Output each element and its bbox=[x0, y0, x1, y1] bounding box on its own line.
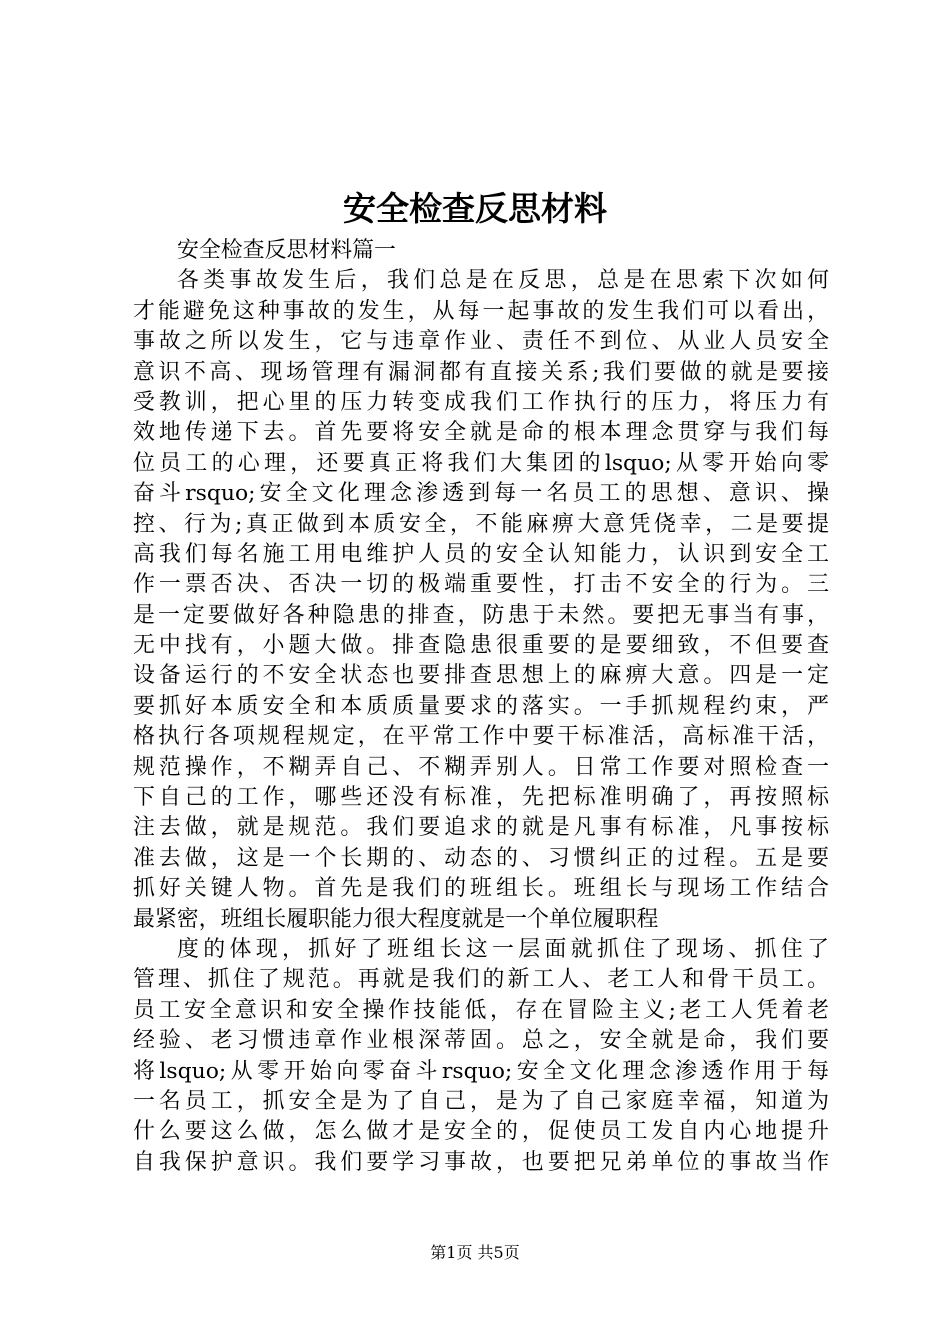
text-line: 一名员工，抓安全是为了自己，是为了自己家庭幸福，知道为 bbox=[133, 1088, 829, 1114]
text-line: 高我们每名施工用电维护人员的安全认知能力，认识到安全工 bbox=[133, 541, 829, 567]
section-heading: 安全检查反思材料篇一 bbox=[177, 238, 396, 263]
text-line: 位员工的心理，还要真正将我们大集团的lsquo;从零开始向零 bbox=[133, 450, 829, 476]
text-line: 事故之所以发生，它与违章作业、责任不到位、从业人员安全 bbox=[133, 329, 829, 355]
document-title: 安全检查反思材料 bbox=[343, 189, 607, 228]
text-line: 度的体现，抓好了班组长这一层面就抓住了现场、抓住了 bbox=[177, 936, 829, 962]
text-line: 各类事故发生后，我们总是在反思，总是在思索下次如何 bbox=[177, 268, 829, 294]
paragraph-2 bbox=[133, 935, 829, 1178]
text-line: 效地传递下去。首先要将安全就是命的根本理念贯穿与我们每 bbox=[133, 420, 829, 446]
paragraph-1 bbox=[133, 266, 829, 935]
text-line: 将lsquo;从零开始向零奋斗rsquo;安全文化理念渗透作用于每 bbox=[133, 1058, 829, 1084]
text-line: 准去做，这是一个长期的、动态的、习惯纠正的过程。五是要 bbox=[133, 845, 829, 871]
text-line: 作一票否决、否决一切的极端重要性，打击不安全的行为。三 bbox=[133, 572, 829, 598]
text-line: 格执行各项规程规定，在平常工作中要干标准活，高标准干活， bbox=[133, 724, 829, 750]
text-line: 设备运行的不安全状态也要排查思想上的麻痹大意。四是一定 bbox=[133, 663, 829, 689]
text-line: 无中找有，小题大做。排查隐患很重要的是要细致，不但要查 bbox=[133, 633, 829, 659]
text-line: 抓好关键人物。首先是我们的班组长。班组长与现场工作结合 bbox=[133, 876, 829, 902]
text-line: 管理、抓住了规范。再就是我们的新工人、老工人和骨干员工。 bbox=[133, 967, 829, 993]
text-line: 经验、老习惯违章作业根深蒂固。总之，安全就是命，我们要 bbox=[133, 1028, 829, 1054]
text-line: 员工安全意识和安全操作技能低，存在冒险主义;老工人凭着老 bbox=[133, 997, 829, 1023]
text-line: 受教训，把心里的压力转变成我们工作执行的压力，将压力有 bbox=[133, 389, 829, 415]
document-body bbox=[133, 236, 829, 1178]
text-line: 下自己的工作，哪些还没有标准，先把标准明确了，再按照标 bbox=[133, 785, 829, 811]
text-line: 控、行为;真正做到本质安全，不能麻痹大意凭侥幸，二是要提 bbox=[133, 511, 829, 537]
text-line: 才能避免这种事故的发生，从每一起事故的发生我们可以看出， bbox=[133, 298, 829, 324]
text-line: 是一定要做好各种隐患的排查，防患于未然。要把无事当有事， bbox=[133, 602, 829, 628]
text-line: 最紧密，班组长履职能力很大程度就是一个单位履职程 bbox=[133, 906, 659, 932]
text-line: 规范操作，不糊弄自己、不糊弄别人。日常工作要对照检查一 bbox=[133, 754, 829, 780]
text-line: 意识不高、现场管理有漏洞都有直接关系;我们要做的就是要接 bbox=[133, 359, 829, 385]
text-line: 奋斗rsquo;安全文化理念渗透到每一名员工的思想、意识、操 bbox=[133, 481, 829, 507]
text-line: 注去做，就是规范。我们要追求的就是凡事有标准，凡事按标 bbox=[133, 815, 829, 841]
text-line: 要抓好本质安全和本质质量要求的落实。一手抓规程约束，严 bbox=[133, 693, 829, 719]
text-line: 什么要这么做，怎么做才是安全的，促使员工发自内心地提升 bbox=[133, 1119, 829, 1145]
page-footer: 第1页 共5页 bbox=[430, 1243, 520, 1262]
text-line: 自我保护意识。我们要学习事故，也要把兄弟单位的事故当作 bbox=[133, 1149, 829, 1175]
